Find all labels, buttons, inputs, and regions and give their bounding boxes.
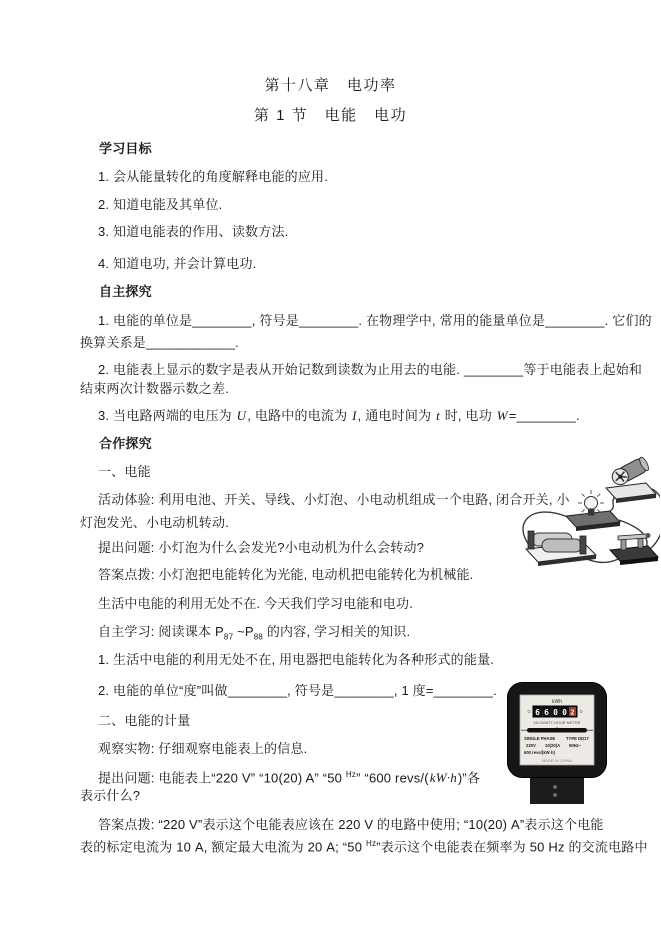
section2-question-line2: 表示什么?: [80, 788, 141, 803]
hz-unit: Hz: [365, 839, 377, 848]
hz-unit: Hz: [345, 770, 357, 779]
section1-note1: 1. 生活中电能的利用无处不在, 用电器把电能转化为各种形式的能量.: [98, 652, 495, 667]
self-q1-line2: 换算关系是____________.: [80, 335, 239, 350]
meter-svg: [506, 681, 608, 806]
spec-voltage: 220V: [526, 743, 536, 748]
self-q3-text: , 电路中的电流为: [247, 408, 352, 423]
register-digit: 0: [562, 707, 567, 717]
kwh-label: kWh: [552, 699, 562, 705]
section-title: 第 1 节 电能 电功: [253, 107, 408, 124]
motor-icon: [606, 456, 656, 503]
voltage-variable: U: [236, 408, 247, 423]
self-q3-text: , 通电时间为: [357, 408, 436, 423]
self-study-text: 的内容, 学习相关的知识.: [263, 624, 411, 639]
chapter-title: 第十八章 电功率: [264, 77, 397, 94]
section2-question-text: ” “600 revs/(: [356, 770, 429, 786]
goal-3: 3. 知道电能表的作用、读数方法.: [98, 224, 289, 239]
spec-type: TYPE DD17: [566, 736, 589, 741]
register-digit: 6: [535, 707, 540, 717]
self-q1-line1: 1. 电能的单位是________, 符号是________. 在物理学中, 常用的能量单位是________. 它们的: [98, 313, 652, 328]
self-study-text: 自主学习: 阅读课本 P: [98, 624, 224, 639]
section1-answer: 答案点拨: 小灯泡把电能转化为光能, 电动机把电能转化为机械能.: [98, 567, 474, 582]
section2-answer-text: 表的标定电流为 10 A, 额定最大电流为 20 A; “50: [80, 839, 366, 855]
register-digit-red: 2: [570, 708, 575, 717]
wire-bulb-motor: [606, 496, 616, 513]
kwh-unit: kW·h: [429, 770, 457, 786]
spec-revs: 600 revs/(kW·h): [524, 750, 555, 755]
section2-answer-text: ”表示这个电能表在频率为 50 Hz 的交流电路中: [376, 839, 648, 855]
section2-answer-line2: [80, 839, 648, 855]
self-q3-text: 3. 当电路两端的电压为: [98, 408, 236, 423]
page-number-87: 87: [223, 632, 234, 642]
stem-screw: [553, 785, 557, 789]
section2-question-text: 提出问题: 电能表上“220 V” “10(20) A” “50: [98, 770, 346, 786]
section1-heading: 一、电能: [98, 464, 151, 479]
time-variable: t: [436, 408, 440, 423]
goal-1: 1. 会从能量转化的角度解释电能的应用.: [98, 169, 329, 184]
section1-note2: 2. 电能的单位“度”叫做________, 符号是________, 1 度=________.: [98, 683, 497, 698]
goal-2: 2. 知道电能及其单位.: [98, 197, 223, 212]
self-study-line: [98, 624, 410, 642]
goal-4: 4. 知道电功, 并会计算电功.: [98, 256, 257, 271]
self-q3-blank: =________.: [508, 408, 580, 423]
self-q2-line2: 结束两次计数器示数之差.: [80, 381, 230, 396]
energy-meter-photo: [506, 681, 608, 806]
spec-frequency: 50Hz~: [569, 743, 582, 748]
circuit-svg: [520, 456, 660, 576]
battery-icon: [526, 531, 596, 566]
meter-stem: [530, 777, 584, 804]
coop-explore-heading: 合作探究: [99, 436, 152, 451]
section2-question-text: )”各: [457, 770, 481, 786]
stem-screw: [553, 793, 557, 797]
register-digit: 6: [544, 707, 549, 717]
work-variable: W: [496, 408, 508, 423]
self-explore-heading: 自主探究: [99, 284, 152, 299]
section1-question: 提出问题: 小灯泡为什么会发光?小电动机为什么会转动?: [98, 540, 425, 555]
origin-label: MADE IN CHINA: [541, 758, 573, 763]
section2-question-line1: [98, 770, 480, 786]
section2-heading: 二、电能的计量: [98, 713, 191, 728]
spec-current: 10(20)A: [545, 743, 561, 748]
meter-type-label: KILOWATT-HOUR METER: [533, 721, 581, 725]
digit-register: [528, 706, 582, 717]
activity-line2: 灯泡发光、小电动机转动.: [80, 515, 230, 530]
section1-life-note: 生活中电能的利用无处不在. 今天我们学习电能和电功.: [98, 596, 414, 611]
spec-phase: SINGLE PHASE: [524, 736, 556, 741]
page-number-88: 88: [253, 632, 264, 642]
current-variable: I: [352, 408, 357, 423]
self-q3-text: 时, 电功: [440, 408, 496, 423]
self-study-text: ~P: [233, 624, 254, 639]
section2-answer-line1: 答案点拨: “220 V”表示这个电能表应该在 220 V 的电路中使用; “10(20) A”表示这个电能: [98, 817, 604, 832]
self-q2-line1: 2. 电能表上显示的数字是表从开始记数到读数为止用去的电能. ________等于电能表上起始和: [98, 362, 643, 377]
activity-line1: 活动体验: 利用电池、开关、导线、小灯泡、小电动机组成一个电路, 闭合开关, 小: [98, 492, 570, 507]
self-q3-line: [98, 408, 580, 424]
circuit-illustration: [520, 456, 660, 576]
section2-observe: 观察实物: 仔细观察电能表上的信息.: [98, 741, 308, 756]
register-digit: 0: [553, 707, 558, 717]
learning-goals-heading: 学习目标: [99, 141, 152, 156]
